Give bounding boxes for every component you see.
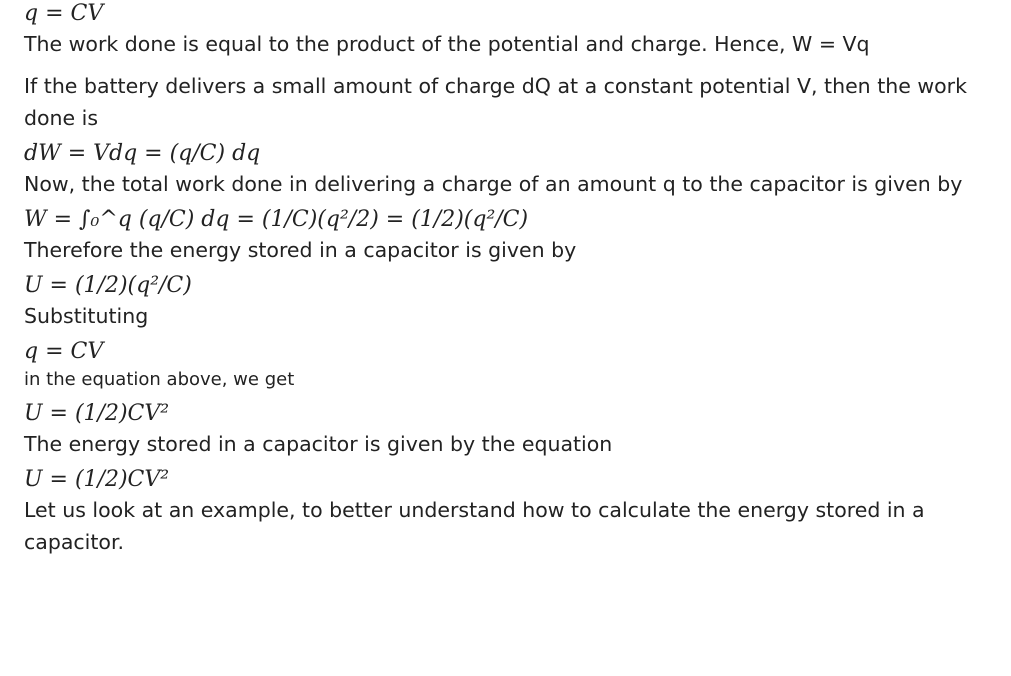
equation-energy-q: U = (1/2)(q²/C): [24, 273, 192, 298]
equation-charge: q = CV: [24, 1, 104, 26]
document-body: [24, 0, 994, 558]
equation-energy-final: U = (1/2)CV²: [24, 467, 170, 492]
paragraph-energy-equation: The energy stored in a capacitor is given by the equation: [24, 432, 613, 456]
paragraph-small-charge: If the battery delivers a small amount of charge dQ at a constant potential V, then the work done is: [24, 74, 967, 130]
equation-dw: dW = Vdq = (q/C) dq: [24, 141, 261, 166]
paragraph-energy-stored: Therefore the energy stored in a capacitor is given by: [24, 238, 577, 262]
paragraph-example: Let us look at an example, to better understand how to calculate the energy stored in a capacitor.: [24, 498, 925, 554]
equation-energy-cv: U = (1/2)CV²: [24, 401, 170, 426]
paragraph-substituting: Substituting: [24, 304, 149, 328]
equation-charge-sub: q = CV: [24, 339, 104, 364]
equation-integral: W = ∫₀^q (q/C) dq = (1/C)(q²/2) = (1/2)(q²/C): [24, 207, 529, 232]
paragraph-we-get: in the equation above, we get: [24, 369, 295, 390]
paragraph-total-work: Now, the total work done in delivering a charge of an amount q to the capacitor is given by: [24, 172, 963, 196]
paragraph-work-definition: The work done is equal to the product of the potential and charge. Hence, W = Vq: [24, 32, 870, 56]
